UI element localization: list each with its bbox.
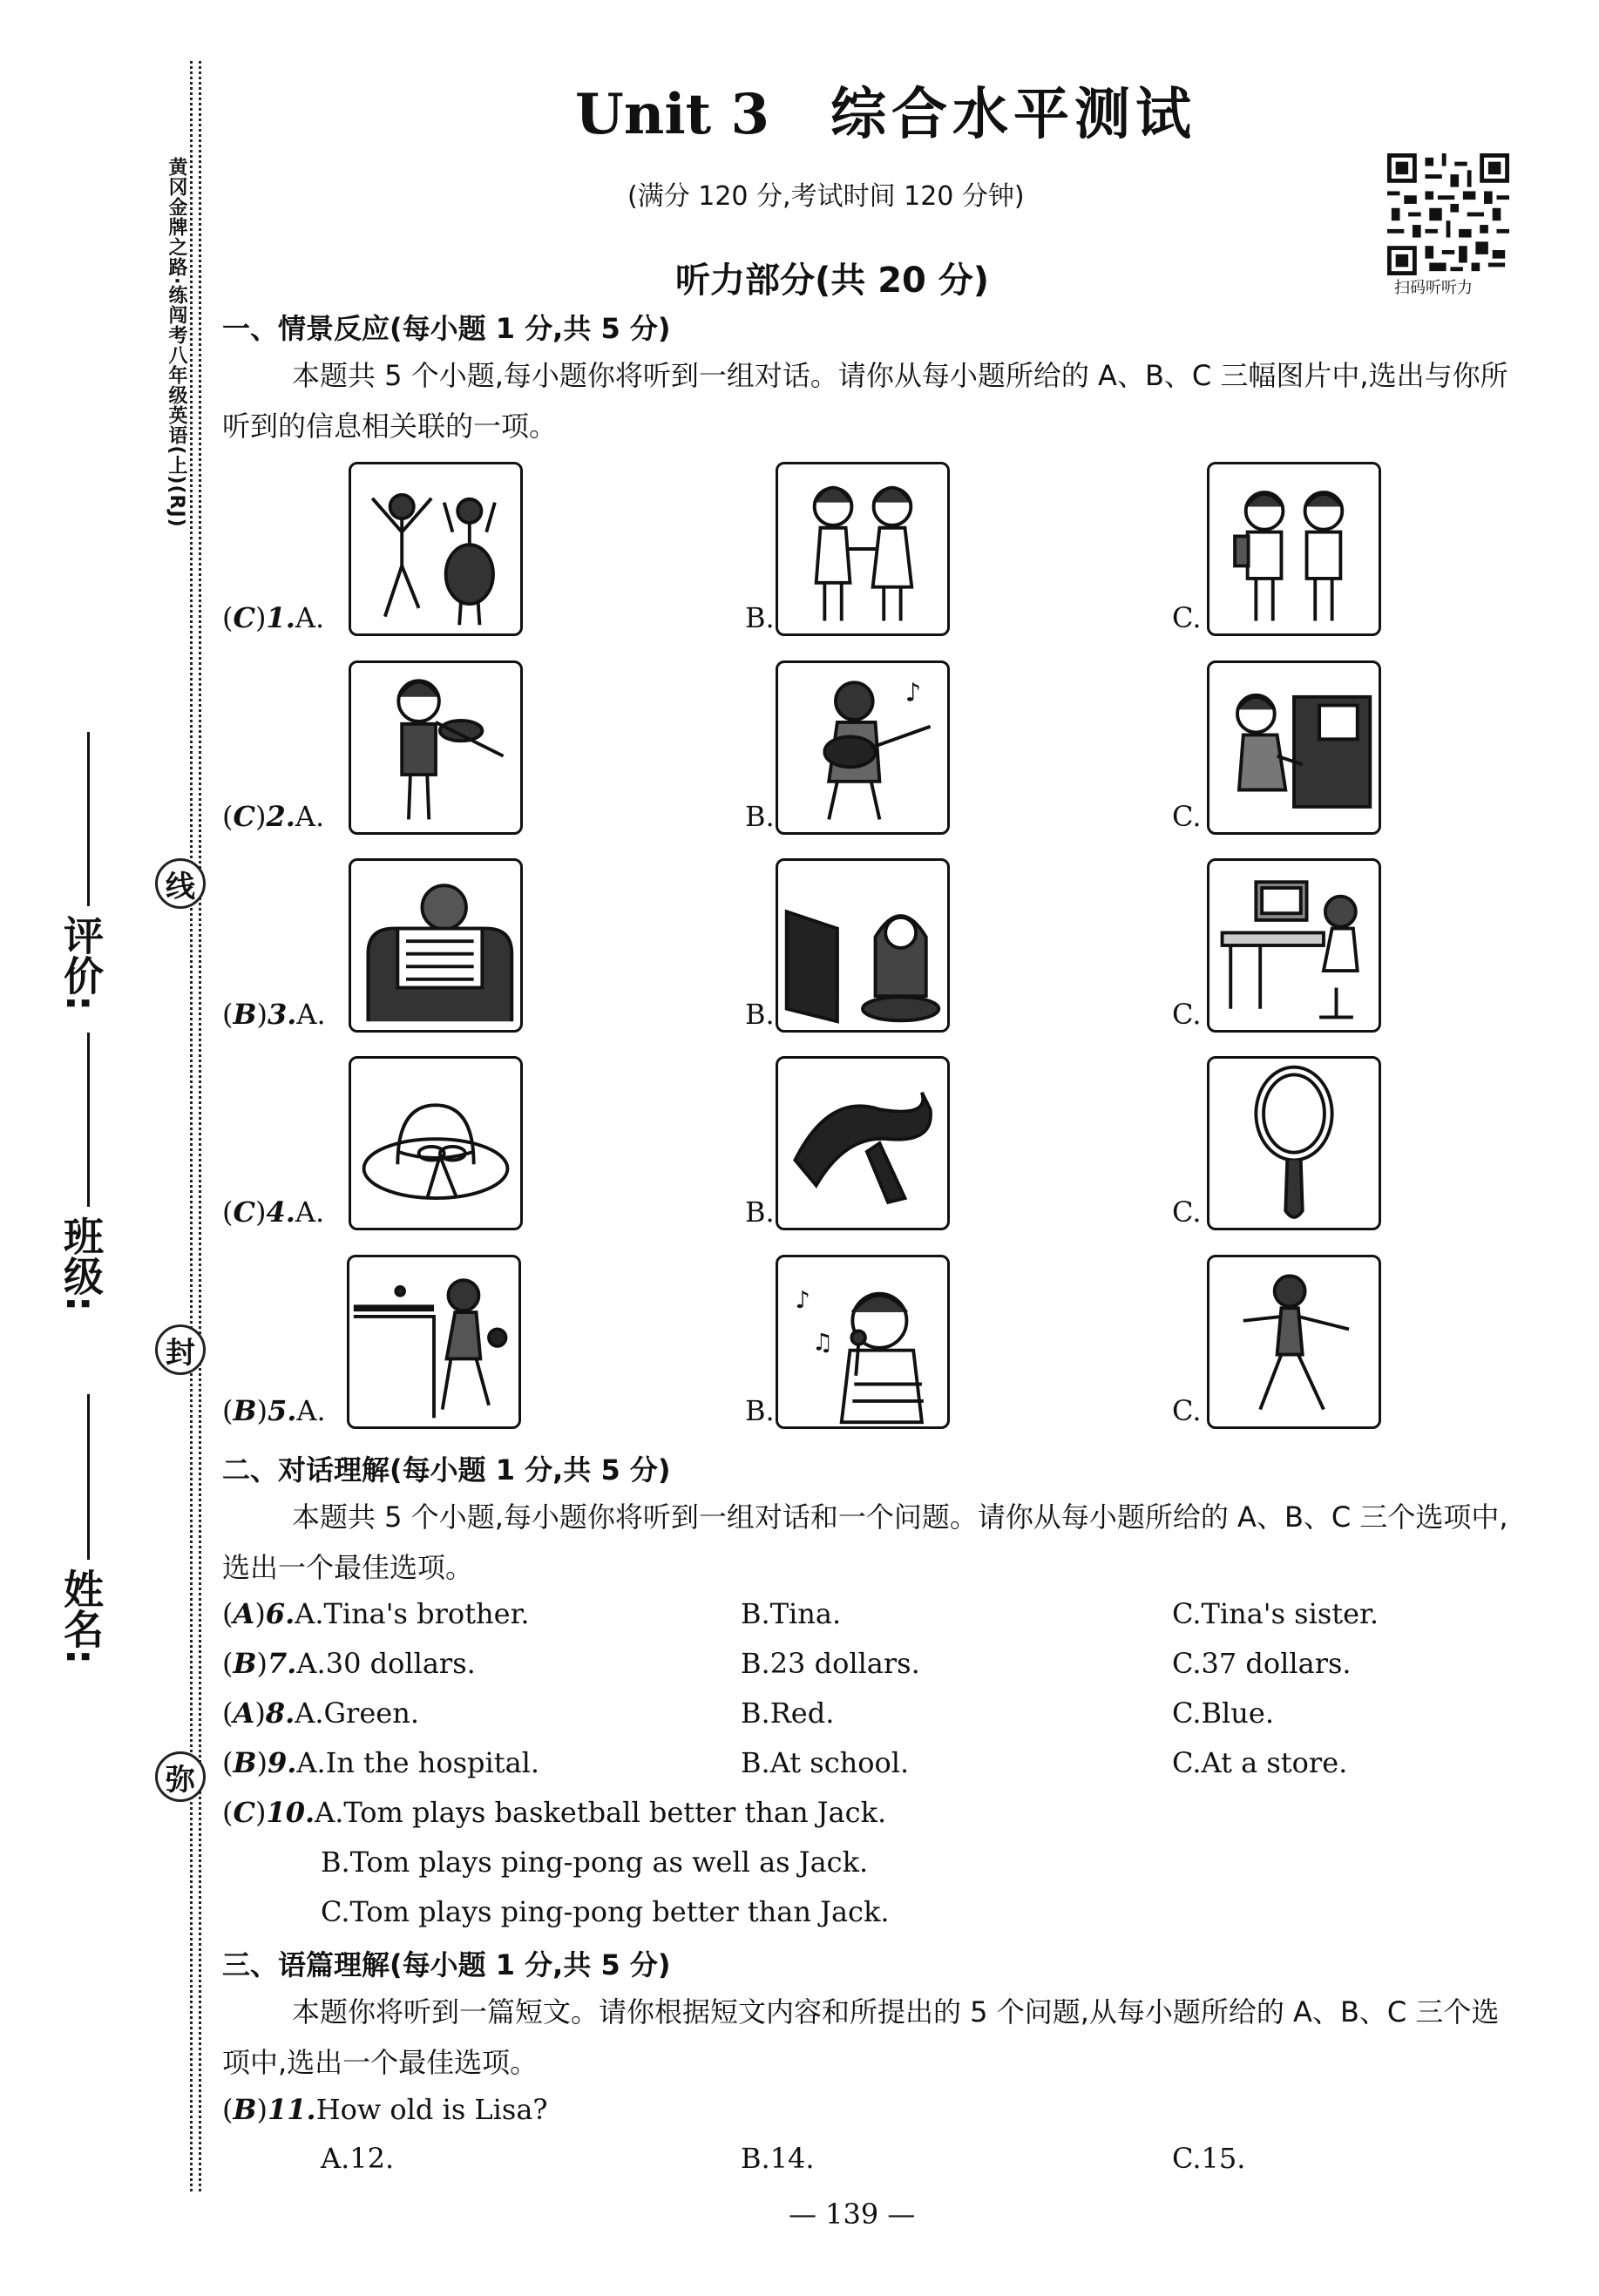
tv-icon[interactable]: [776, 858, 950, 1033]
seal-xian: 线: [155, 858, 206, 909]
question-6: (A)6.A.Tina's brother.: [222, 1597, 530, 1630]
field-name-line[interactable]: [87, 1394, 90, 1560]
option-a[interactable]: A.30 dollars.: [296, 1647, 476, 1680]
question-8: (A)8.A.Green.: [222, 1697, 419, 1730]
question-number: 2.: [266, 800, 295, 833]
option-c-label: C.: [1172, 601, 1202, 634]
question-number: 11.: [268, 2093, 316, 2126]
cut-line: [190, 61, 193, 2191]
answer-mark[interactable]: C: [233, 800, 255, 833]
option-c[interactable]: C.At a store.: [1172, 1746, 1348, 1779]
title-english: Unit 3: [575, 82, 770, 147]
computer-icon[interactable]: [1207, 858, 1381, 1033]
option-c-label: C.: [1172, 1394, 1202, 1427]
cut-line: [199, 61, 201, 2191]
title-chinese: 综合水平测试: [830, 83, 1197, 147]
question-number: 7.: [268, 1647, 297, 1680]
field-class-line[interactable]: [87, 1033, 90, 1207]
option-b-label: B.: [745, 1394, 775, 1427]
option-b-label: B.: [745, 800, 775, 833]
option-b-label: B.: [745, 1195, 775, 1229]
answer-mark[interactable]: C: [233, 601, 255, 634]
option-a-label: A.: [296, 1394, 326, 1427]
option-b[interactable]: B.14.: [741, 2142, 815, 2175]
option-c-label: C.: [1172, 998, 1202, 1031]
question-7: (B)7.A.30 dollars.: [222, 1647, 476, 1680]
answer-mark[interactable]: B: [233, 1647, 257, 1680]
question-label-3: (B)3.A.: [222, 998, 326, 1031]
option-a-label: A.: [295, 1195, 325, 1229]
option-b[interactable]: B.Red.: [741, 1697, 835, 1730]
question-number: 6.: [265, 1597, 295, 1630]
seal-mi: 弥: [155, 1751, 206, 1802]
svg-text:♪: ♪: [795, 1287, 810, 1315]
section2-intro: 本题共 5 个小题,每小题你将听到一组对话和一个问题。请你从每小题所给的 A、B、C 三个选项中,选出一个最佳选项。: [222, 1500, 1508, 1584]
option-c[interactable]: C.Blue.: [1172, 1697, 1274, 1730]
answer-mark[interactable]: B: [233, 1746, 257, 1779]
question-number: 4.: [266, 1195, 295, 1229]
option-a[interactable]: A.In the hospital.: [296, 1746, 540, 1779]
section1-intro: 本题共 5 个小题,每小题你将听到一组对话。请你从每小题所给的 A、B、C 三幅图片中,选出与你所听到的信息相关联的一项。: [222, 359, 1508, 443]
part-heading: 听力部分(共 20 分): [675, 261, 990, 301]
question-label-4: (C)4.A.: [222, 1195, 325, 1229]
question-number: 8.: [265, 1697, 295, 1730]
binding-margin: [0, 0, 218, 2296]
option-a-label: A.: [296, 998, 326, 1031]
option-c[interactable]: C.Tom plays ping-pong better than Jack.: [321, 1895, 890, 1928]
option-b-label: B.: [745, 998, 775, 1031]
scarf-icon[interactable]: [776, 1056, 950, 1230]
field-name-label: 姓名:: [58, 1568, 105, 1665]
seal-feng: 封: [155, 1324, 206, 1375]
answer-mark[interactable]: B: [233, 998, 257, 1031]
option-b[interactable]: B.23 dollars.: [741, 1647, 920, 1680]
answer-mark[interactable]: C: [233, 1796, 255, 1829]
option-a[interactable]: A.12.: [321, 2142, 395, 2175]
page-title: [575, 70, 1196, 150]
option-a[interactable]: A.Green.: [295, 1697, 419, 1730]
section3-heading: 三、语篇理解(每小题 1 分,共 5 分): [222, 1948, 671, 1981]
question-11: (B)11.How old is Lisa?: [222, 2093, 548, 2126]
field-eval-label: 评价:: [58, 915, 105, 1012]
option-b[interactable]: B.At school.: [741, 1746, 910, 1779]
option-a-label: A.: [295, 601, 325, 634]
piano-icon[interactable]: [1207, 660, 1381, 835]
section2-heading: 二、对话理解(每小题 1 分,共 5 分): [222, 1453, 671, 1487]
option-a-label: A.: [295, 800, 325, 833]
question-number: 5.: [268, 1394, 297, 1427]
answer-mark[interactable]: B: [233, 1394, 257, 1427]
newspaper-icon[interactable]: [349, 858, 523, 1033]
answer-mark[interactable]: B: [233, 2093, 257, 2126]
svg-text:♫: ♫: [811, 1329, 834, 1357]
guitar-icon[interactable]: [776, 660, 950, 835]
mirror-icon[interactable]: [1207, 1056, 1381, 1230]
section1-heading: 一、情景反应(每小题 1 分,共 5 分): [222, 312, 671, 345]
book-series-label: 黄冈金牌之路·练闯考八年级英语(上)(RJ): [166, 157, 187, 528]
question-number: 9.: [268, 1746, 297, 1779]
dancing-girls-icon[interactable]: [349, 462, 523, 636]
question-number: 1.: [266, 601, 295, 634]
question-10: (C)10.A.Tom plays basketball better than Jack.: [222, 1796, 887, 1829]
violin-icon[interactable]: [349, 660, 523, 835]
answer-mark[interactable]: A: [233, 1697, 255, 1730]
ping-pong-icon[interactable]: [347, 1255, 521, 1429]
svg-text:♪: ♪: [905, 677, 922, 708]
two-girls-icon[interactable]: [776, 462, 950, 636]
page-number: — 139 —: [789, 2198, 916, 2231]
section3-intro: 本题你将听到一篇短文。请你根据短文内容和所提出的 5 个问题,从每小题所给的 A、B、C 三个选项中,选出一个最佳选项。: [222, 1995, 1500, 2079]
question-number: 3.: [268, 998, 297, 1031]
option-a[interactable]: A.Tom plays basketball better than Jack.: [315, 1796, 887, 1829]
option-c[interactable]: C.37 dollars.: [1172, 1647, 1352, 1680]
singing-icon[interactable]: [776, 1255, 950, 1429]
option-a[interactable]: A.Tina's brother.: [295, 1597, 530, 1630]
exam-info: (满分 120 分,考试时间 120 分钟): [627, 181, 1025, 212]
field-class-label: 班级:: [58, 1216, 105, 1312]
option-c-label: C.: [1172, 1195, 1202, 1229]
dancing-boy-icon[interactable]: [1207, 1255, 1381, 1429]
qr-code-icon[interactable]: [1387, 153, 1509, 275]
option-b-label: B.: [745, 601, 775, 634]
question-label-5: (B)5.A.: [222, 1394, 326, 1427]
question-number: 10.: [266, 1796, 315, 1829]
option-c-label: C.: [1172, 800, 1202, 833]
option-b[interactable]: B.Tina.: [741, 1597, 842, 1630]
question-9: (B)9.A.In the hospital.: [222, 1746, 540, 1779]
option-b[interactable]: B.Tom plays ping-pong as well as Jack.: [321, 1846, 869, 1879]
option-c[interactable]: C.15.: [1172, 2142, 1246, 2175]
answer-mark[interactable]: C: [233, 1195, 255, 1229]
answer-mark[interactable]: A: [233, 1597, 255, 1630]
field-eval-line[interactable]: [87, 732, 90, 906]
schoolgirls-icon[interactable]: [1207, 462, 1381, 636]
hat-icon[interactable]: [349, 1056, 523, 1230]
question-label-2: (C)2.A.: [222, 800, 325, 833]
qr-label: 扫码听听力: [1394, 279, 1473, 297]
question-label-1: (C)1.A.: [222, 601, 325, 634]
option-c[interactable]: C.Tina's sister.: [1172, 1597, 1379, 1630]
question-text: How old is Lisa?: [315, 2093, 548, 2126]
